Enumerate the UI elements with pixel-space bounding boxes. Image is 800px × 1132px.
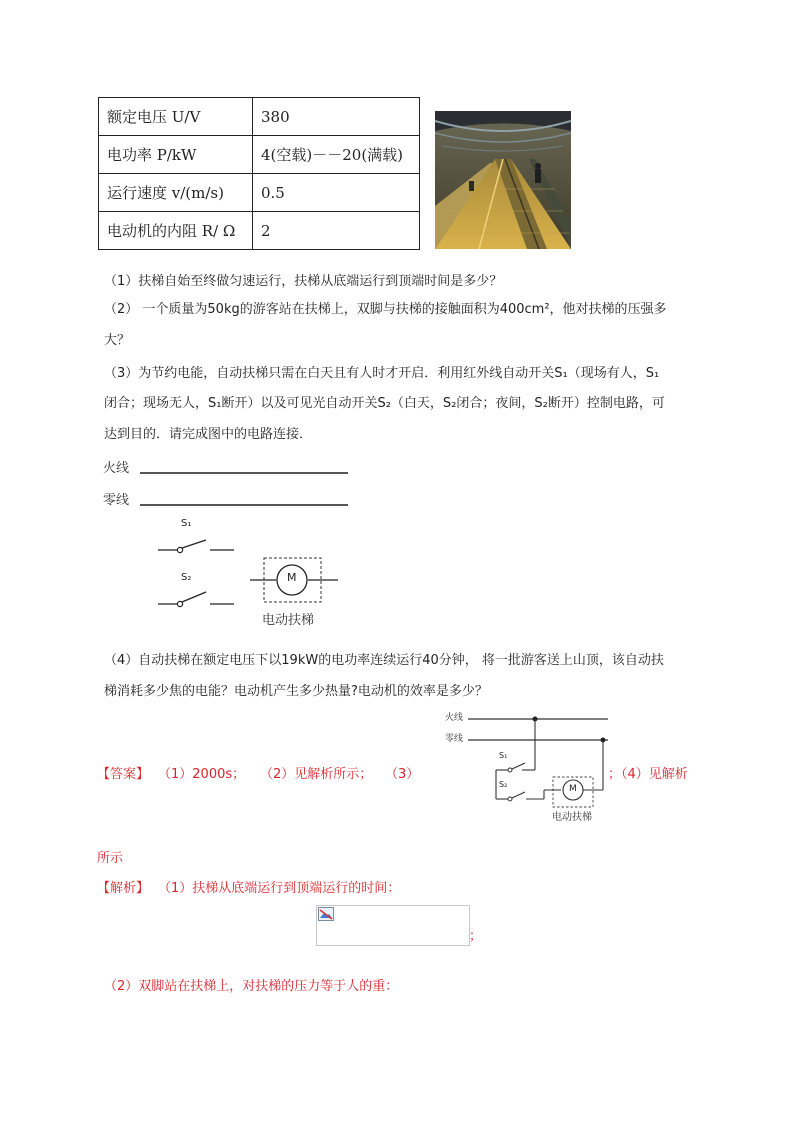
answer-switch-s2-label: S₂ [499, 780, 508, 789]
formula-image-placeholder [316, 905, 470, 946]
answer-part-2: （2）见解析所示； [260, 767, 373, 782]
table-row [99, 136, 420, 174]
live-wire-label: 火线 [103, 461, 130, 476]
switch-s1 [158, 540, 234, 553]
answer-switch-s1-label: S₁ [499, 751, 508, 760]
question-4-line-2: 梯消耗多少焦的电能？电动机产生多少热量?电动机的效率是多少？ [104, 684, 488, 699]
answer-tag: 【答案】 [97, 767, 150, 782]
table-cell: 电功率 P/kW [99, 136, 253, 174]
answer-neutral-wire-label: 零线 [445, 734, 464, 744]
motor-label: M [287, 571, 297, 584]
answer-continuation: 所示 [97, 851, 124, 866]
switch-s2-label: S₂ [181, 572, 192, 583]
question-1: （1）扶梯自始至终做匀速运行，扶梯从底端运行到顶端时间是多少？ [104, 274, 503, 289]
table-row [99, 98, 420, 136]
answer-motor-label: M [569, 784, 577, 794]
device-label: 电动扶梯 [262, 613, 315, 628]
analysis-line-2: （2）双脚站在扶梯上，对扶梯的压力等于人的重： [104, 979, 399, 994]
table-cell: 运行速度 v/(m/s) [99, 174, 253, 212]
table-cell: 380 [253, 98, 420, 136]
answer-live-wire-label: 火线 [445, 713, 464, 723]
spec-table [98, 97, 420, 250]
switch-s1-label: S₁ [181, 518, 192, 529]
table-cell: 0.5 [253, 174, 420, 212]
question-2-line-1: （2） 一个质量为50kg的游客站在扶梯上，双脚与扶梯的接触面积为400cm²，他对扶梯的压强多 [104, 302, 667, 317]
switch-s2 [158, 592, 234, 607]
question-3-line-2: 闭合；现场无人，S₁断开）以及可见光自动开关S₂（白天，S₂闭合；夜间，S₂断开）控制电路，可 [104, 396, 665, 411]
table-cell: 额定电压 U/V [99, 98, 253, 136]
question-2-line-2: 大？ [104, 333, 131, 348]
table-cell: 4(空载)－－20(满载) [253, 136, 420, 174]
table-row [99, 174, 420, 212]
escalator-photo [435, 111, 571, 249]
question-circuit-diagram [130, 460, 370, 610]
question-4-line-1: （4）自动扶梯在额定电压下以19kW的电功率连续运行40分钟， 将一批游客送上山顶，该自动扶 [104, 653, 664, 668]
table-cell: 2 [253, 212, 420, 250]
analysis-line-1: （1）扶梯从底端运行到顶端运行的时间： [158, 881, 401, 896]
table-row [99, 212, 420, 250]
question-3-line-3: 达到目的．请完成图中的电路连接． [104, 427, 313, 442]
analysis-tag: 【解析】 [97, 881, 150, 896]
table-cell: 电动机的内阻 R/ Ω [99, 212, 253, 250]
question-3-line-1: （3）为节约电能，自动扶梯只需在白天且有人时才开启．利用红外线自动开关S₁（现场有人，S₁ [104, 366, 660, 381]
broken-image-icon [318, 907, 334, 921]
answer-device-label: 电动扶梯 [552, 812, 592, 823]
answer-part-1: （1）2000s； [158, 767, 246, 782]
formula-end-mark: ； [469, 929, 483, 944]
answer-part-4: ；（4）见解析 [608, 767, 688, 782]
answer-circuit-diagram [440, 706, 620, 826]
neutral-wire-label: 零线 [103, 493, 130, 508]
answer-part-3: （3） [385, 767, 420, 782]
